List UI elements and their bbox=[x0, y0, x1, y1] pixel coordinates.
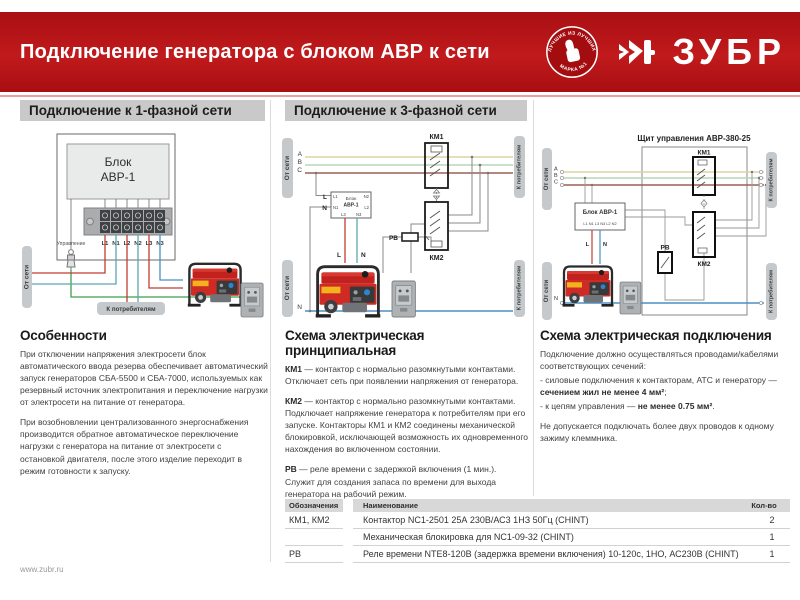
out-l-label: L bbox=[337, 252, 341, 259]
to-consumers-pill-bottom bbox=[514, 260, 525, 317]
out-l-label: L bbox=[585, 242, 589, 248]
phase-labels bbox=[554, 167, 558, 303]
wiring-heading: Схема электрическая подключения bbox=[540, 328, 772, 343]
row-designation: КМ1, КМ2 bbox=[285, 512, 343, 529]
features-section bbox=[20, 328, 268, 485]
to-consumers-pill-top bbox=[766, 152, 777, 208]
svg-text:К потребителям: К потребителям bbox=[768, 158, 775, 202]
header-name: Наименование bbox=[363, 501, 419, 510]
svg-text:От сети: От сети bbox=[544, 167, 550, 191]
km2-definition: КМ2 — контактор с нормально разомкнутыми контактами. Подключает напряжение генератора к потребителям при его запуске. Контакторы КМ1 и КМ2 соединены механической блокировкой, исключающей возможность их одновременного нахождения во включенном состоянии. bbox=[285, 396, 528, 455]
section-title-1phase: Подключение к 1-фазной сети bbox=[20, 100, 265, 121]
svg-text:B: B bbox=[297, 159, 302, 166]
brand-logo bbox=[543, 16, 786, 88]
section-title-3phase: Подключение к 3-фазной сети bbox=[285, 100, 527, 121]
svg-text:К потребителям: К потребителям bbox=[768, 270, 775, 313]
out-n-label: N bbox=[603, 242, 607, 248]
schematic-heading: Схема электрическая принципиальная bbox=[285, 328, 425, 358]
svg-text:С: С bbox=[554, 179, 558, 186]
svg-text:От сети: От сети bbox=[23, 264, 31, 290]
svg-text:C: C bbox=[297, 167, 302, 174]
row-name: Механическая блокировка для NC1-09-32 (CHINT) bbox=[363, 532, 574, 542]
schematic-section bbox=[285, 328, 528, 508]
from-net-pill-top bbox=[282, 138, 293, 198]
from-net-pill bbox=[22, 246, 32, 308]
column-divider-1 bbox=[270, 100, 271, 562]
from-net-pill-bottom bbox=[542, 262, 552, 320]
header-bar bbox=[0, 12, 800, 92]
svg-text:А: А bbox=[554, 166, 558, 173]
wiring-intro: Подключение должно осуществляться проводами/кабелями соответствующих сечений: bbox=[540, 349, 779, 372]
km1-contacts bbox=[697, 160, 707, 188]
table-row bbox=[285, 546, 790, 563]
plug-icon bbox=[67, 250, 75, 270]
svg-text:L3: L3 bbox=[145, 241, 153, 247]
to-consumers-pill-top bbox=[514, 136, 525, 198]
km1-label: КМ1 bbox=[429, 134, 444, 141]
from-net-pill-top bbox=[542, 148, 552, 210]
bison-mark-icon bbox=[615, 30, 659, 74]
wiring-item-2: - к цепям управления — не менее 0.75 мм². bbox=[540, 401, 715, 412]
km1-label: КМ1 bbox=[697, 149, 711, 157]
rv-relay bbox=[402, 233, 418, 241]
avr-block-label-2: АВР-1 bbox=[100, 170, 136, 184]
rv-definition: РВ — реле времени с задержкой включения (1 мин.). Служит для создания запаса по времени для выхода генератора на рабочий режим. bbox=[285, 464, 497, 499]
km2-label: КМ2 bbox=[697, 261, 711, 268]
terminal-strip bbox=[84, 208, 172, 235]
svg-text:L1: L1 bbox=[101, 241, 109, 247]
generator-wires bbox=[592, 230, 600, 264]
svg-text:N2: N2 bbox=[134, 241, 142, 247]
diagram-3phase bbox=[280, 123, 527, 323]
input-l-label: L bbox=[323, 194, 327, 201]
mechanical-interlock bbox=[701, 195, 707, 212]
row-name: Реле времени NTE8-120B (задержка времени включения) 10-120с, 1НО, АС230В (CHINT) bbox=[363, 549, 739, 559]
column-divider-2 bbox=[533, 100, 534, 496]
to-consumers-pill bbox=[97, 302, 165, 315]
svg-text:От сети: От сети bbox=[284, 275, 291, 301]
table-row bbox=[285, 529, 790, 546]
wiring-item-1: - силовые подключения к контакторам, АТС и генератору — сечением жил не менее 4 мм²; bbox=[540, 375, 777, 398]
website-url: www.zubr.ru bbox=[20, 565, 64, 574]
km1-contacts bbox=[430, 146, 442, 176]
km2-contacts bbox=[697, 217, 707, 253]
badge-top-text: ЛУЧШИЕ ИЗ ЛУЧШИХ bbox=[547, 31, 596, 53]
input-n-label: N bbox=[322, 205, 327, 212]
control-label: Управление bbox=[56, 241, 86, 247]
features-paragraph-2: При возобновлении централизованного энергоснабжения производится обратное автоматическое переключение нагрузки с генератора на питание от электросети с остановкой двигателя, после этого изделие переходит в режим готовности к запуску. bbox=[20, 417, 249, 476]
table-row bbox=[285, 512, 790, 529]
svg-text:L1: L1 bbox=[333, 194, 338, 199]
page-title: Подключение генератора с блоком АВР к сети bbox=[20, 41, 490, 63]
svg-text:N: N bbox=[554, 296, 558, 302]
row-qty: 1 bbox=[769, 532, 775, 542]
svg-text:L3: L3 bbox=[341, 212, 346, 217]
svg-text:К потребителям: К потребителям bbox=[106, 306, 156, 313]
svg-text:N1: N1 bbox=[333, 205, 339, 210]
km2-contactor bbox=[693, 212, 715, 257]
svg-text:От сети: От сети bbox=[544, 279, 550, 303]
svg-text:N3: N3 bbox=[356, 212, 362, 217]
table-header-row bbox=[285, 499, 790, 512]
row-designation: РВ bbox=[285, 546, 343, 563]
row-designation bbox=[285, 529, 343, 546]
brand-name: ЗУБР bbox=[672, 31, 786, 72]
svg-text:N: N bbox=[297, 304, 302, 311]
svg-text:N3: N3 bbox=[156, 241, 164, 247]
rv-label: РВ bbox=[388, 235, 398, 242]
avr-block-label: Блок АВР-1 bbox=[582, 210, 618, 216]
km2-label: КМ2 bbox=[429, 255, 444, 262]
phase-labels bbox=[297, 151, 302, 311]
header-divider bbox=[0, 95, 800, 97]
row-qty: 1 bbox=[769, 549, 775, 559]
out-n-label: N bbox=[361, 252, 366, 259]
badge-bottom-text: МАРКА №1 bbox=[557, 61, 589, 74]
diagram-1phase bbox=[20, 123, 265, 323]
diagram-panel bbox=[540, 110, 792, 322]
generator-wires bbox=[345, 218, 357, 263]
wiring-note: Не допускается подключать более двух проводов к одному зажиму клеммника. bbox=[540, 421, 774, 444]
to-consumers-pill-bottom bbox=[766, 263, 777, 320]
svg-text:От сети: От сети bbox=[284, 155, 291, 181]
header-designation: Обозначения bbox=[285, 499, 343, 512]
svg-text:N2: N2 bbox=[363, 194, 369, 199]
svg-text:L2: L2 bbox=[364, 205, 369, 210]
svg-text:N1: N1 bbox=[112, 241, 120, 247]
km2-contactor bbox=[425, 202, 448, 250]
components-table bbox=[285, 499, 790, 563]
svg-text:К потребителям: К потребителям bbox=[516, 144, 523, 190]
avr-terminals: L1 N1 L3 N3 L2 N2 bbox=[583, 221, 617, 226]
panel-title: Щит управления АВР-380-25 bbox=[637, 134, 751, 143]
avr-block-label-2: АВР-1 bbox=[343, 202, 359, 209]
rv-label: РВ bbox=[660, 244, 670, 252]
quality-badge-icon bbox=[543, 23, 601, 81]
svg-text:L2: L2 bbox=[123, 241, 131, 247]
avr-block-label-1: Блок bbox=[345, 197, 357, 202]
km2-contacts bbox=[430, 211, 442, 247]
wiring-section bbox=[540, 328, 792, 452]
svg-text:К потребителям: К потребителям bbox=[516, 265, 523, 311]
svg-text:В: В bbox=[554, 173, 558, 179]
mechanical-interlock bbox=[434, 188, 440, 202]
km1-definition: КМ1 — контактор с нормально разомкнутыми контактами. Отключает сеть при появлении напряжения от генератора. bbox=[285, 364, 519, 387]
header-qty: Кол-во bbox=[751, 501, 777, 510]
svg-text:A: A bbox=[297, 151, 302, 158]
features-paragraph-1: При отключении напряжения электросети блок автоматического ввода резерва обеспечивает автоматический запуск генераторов СБА-5500 и СБА-7000, используемых как резервный источник электропитания и переключение нагрузки от электросети на питание от генератора. bbox=[20, 349, 268, 408]
terminal-labels bbox=[102, 241, 165, 247]
from-net-pill-bottom bbox=[282, 260, 293, 317]
row-qty: 2 bbox=[769, 515, 775, 525]
avr-block-label-1: Блок bbox=[104, 155, 132, 169]
row-name: Контактор NC1-2501 25А 230В/АС3 1НЗ 50Гц (CHINT) bbox=[363, 515, 589, 525]
features-heading: Особенности bbox=[20, 328, 107, 343]
